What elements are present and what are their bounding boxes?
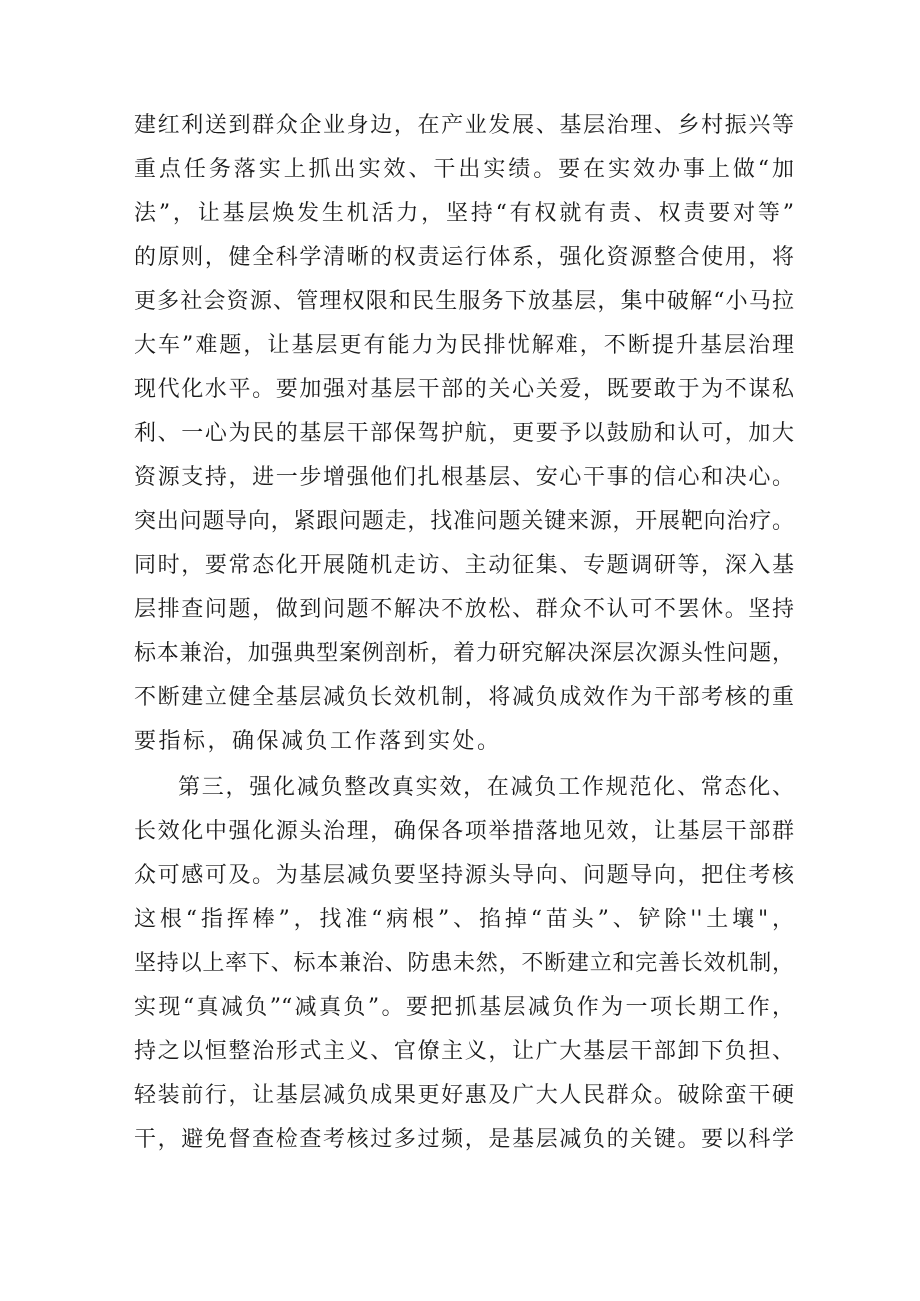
text-line: 实现“真减负”“减真负”。要把抓基层减负作为一项长期工作， bbox=[134, 995, 794, 1020]
text-line: 的原则，健全科学清晰的权责运行体系，强化资源整合使用，将 bbox=[134, 245, 794, 270]
text-line: 众可感可及。为基层减负要坚持源头导向、问题导向，把住考核 bbox=[134, 863, 794, 888]
text-line: 长效化中强化源头治理，确保各项举措落地见效，让基层干部群 bbox=[134, 819, 794, 844]
text-line: 重点任务落实上抓出实效、干出实绩。要在实效办事上做“加 bbox=[134, 157, 794, 182]
text-line: 标本兼治，加强典型案例剖析，着力研究解决深层次源头性问题， bbox=[134, 641, 794, 666]
text-line: 这根“指挥棒”，找准“病根”、掐掉“苗头”、铲除''土壤"， bbox=[134, 907, 794, 932]
text-line: 层排查问题，做到问题不解决不放松、群众不认可不罢休。坚持 bbox=[134, 597, 794, 622]
text-line: 现代化水平。要加强对基层干部的关心关爱，既要敢于为不谋私 bbox=[134, 377, 794, 402]
text-line: 持之以恒整治形式主义、官僚主义，让广大基层干部卸下负担、 bbox=[134, 1039, 794, 1064]
text-line: 干，避免督查检查考核过多过频，是基层减负的关键。要以科学 bbox=[134, 1127, 794, 1152]
text-line: 轻装前行，让基层减负成果更好惠及广大人民群众。破除蛮干硬 bbox=[134, 1083, 794, 1108]
text-line: 突出问题导向，紧跟问题走，找准问题关键来源，开展靶向治疗。 bbox=[134, 509, 794, 534]
text-line-paragraph-end: 要指标，确保减负工作落到实处。 bbox=[134, 729, 502, 754]
text-line: 更多社会资源、管理权限和民生服务下放基层，集中破解“小马拉 bbox=[134, 289, 794, 314]
text-line: 大车”难题，让基层更有能力为民排忧解难，不断提升基层治理 bbox=[134, 333, 794, 358]
text-line: 资源支持，进一步增强他们扎根基层、安心干事的信心和决心。 bbox=[134, 465, 794, 490]
text-line: 坚持以上率下、标本兼治、防患未然，不断建立和完善长效机制， bbox=[134, 951, 794, 976]
text-line: 同时，要常态化开展随机走访、主动征集、专题调研等，深入基 bbox=[134, 553, 794, 578]
text-line-paragraph-start: 第三，强化减负整改真实效，在减负工作规范化、常态化、 bbox=[178, 775, 794, 800]
text-line: 法”，让基层焕发生机活力，坚持“有权就有责、权责要对等” bbox=[134, 201, 794, 226]
text-line: 不断建立健全基层减负长效机制，将减负成效作为干部考核的重 bbox=[134, 685, 794, 710]
text-line: 建红利送到群众企业身边，在产业发展、基层治理、乡村振兴等 bbox=[134, 113, 794, 138]
text-line: 利、一心为民的基层干部保驾护航，更要予以鼓励和认可，加大 bbox=[134, 421, 794, 446]
